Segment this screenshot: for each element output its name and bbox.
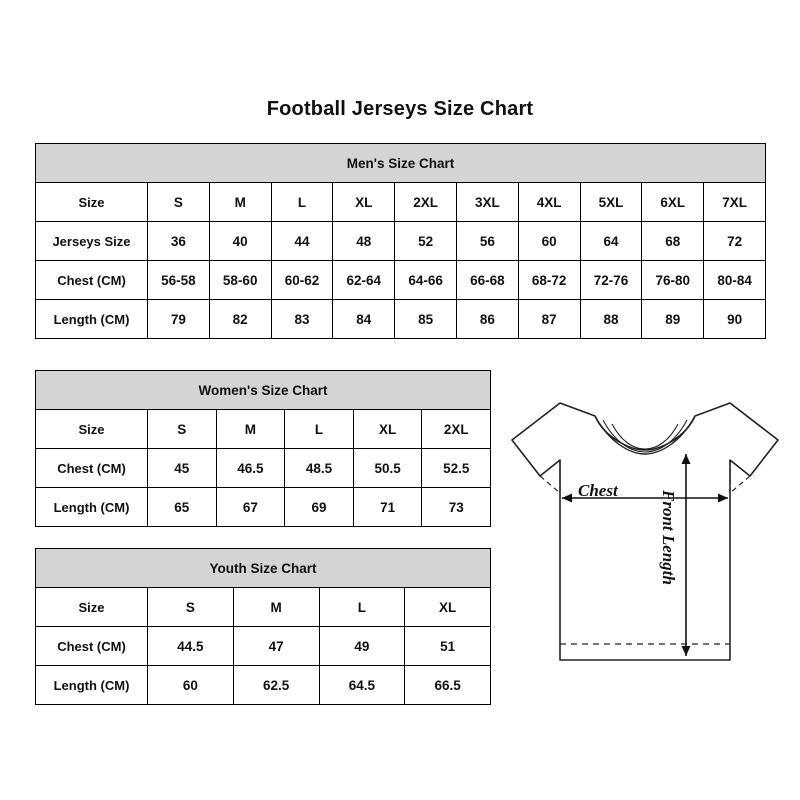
jersey-diagram: [500, 398, 790, 698]
cell: 56-58: [148, 261, 210, 300]
cell: 40: [209, 222, 271, 261]
cell: 84: [333, 300, 395, 339]
table-row: [36, 410, 491, 449]
cell: 46.5: [216, 449, 285, 488]
cell: 80-84: [704, 261, 766, 300]
cell: 48.5: [285, 449, 354, 488]
row-label: Size: [36, 588, 148, 627]
cell: L: [285, 410, 354, 449]
cell: 52.5: [422, 449, 491, 488]
cell: 60: [148, 666, 234, 705]
table-row: [36, 627, 491, 666]
mens-table-caption: Men's Size Chart: [36, 144, 766, 183]
cell: 64-66: [395, 261, 457, 300]
table-row: [36, 666, 491, 705]
cell: L: [319, 588, 405, 627]
row-label: Jerseys Size: [36, 222, 148, 261]
cell: 6XL: [642, 183, 704, 222]
table-row: [36, 488, 491, 527]
cell: 62-64: [333, 261, 395, 300]
row-label: Chest (CM): [36, 449, 148, 488]
cell: 64: [580, 222, 642, 261]
cell: 48: [333, 222, 395, 261]
cell: 64.5: [319, 666, 405, 705]
front-length-measure-label: Front Length: [659, 490, 678, 585]
cell: S: [148, 410, 217, 449]
cell: 72: [704, 222, 766, 261]
cell: XL: [405, 588, 491, 627]
cell: 60-62: [271, 261, 333, 300]
row-label: Length (CM): [36, 666, 148, 705]
cell: 76-80: [642, 261, 704, 300]
row-label: Size: [36, 183, 148, 222]
cell: M: [209, 183, 271, 222]
cell: 50.5: [353, 449, 422, 488]
table-caption-row: [36, 549, 491, 588]
cell: 36: [148, 222, 210, 261]
cell: 5XL: [580, 183, 642, 222]
cell: 87: [518, 300, 580, 339]
cell: 2XL: [422, 410, 491, 449]
cell: S: [148, 588, 234, 627]
cell: XL: [333, 183, 395, 222]
cell: L: [271, 183, 333, 222]
row-label: Chest (CM): [36, 261, 148, 300]
youth-size-table: [35, 548, 491, 705]
cell: M: [216, 410, 285, 449]
womens-table-caption: Women's Size Chart: [36, 371, 491, 410]
table-caption-row: [36, 371, 491, 410]
row-label: Length (CM): [36, 300, 148, 339]
row-label: Length (CM): [36, 488, 148, 527]
table-row: [36, 261, 766, 300]
page-title: Football Jerseys Size Chart: [266, 98, 534, 120]
cell: 44: [271, 222, 333, 261]
mens-size-table: [35, 143, 766, 339]
cell: 49: [319, 627, 405, 666]
cell: 72-76: [580, 261, 642, 300]
cell: 73: [422, 488, 491, 527]
cell: 86: [456, 300, 518, 339]
cell: 68: [642, 222, 704, 261]
cell: 62.5: [233, 666, 319, 705]
table-row: [36, 300, 766, 339]
cell: S: [148, 183, 210, 222]
chest-measure-label: Chest: [578, 481, 618, 500]
cell: M: [233, 588, 319, 627]
table-row: [36, 183, 766, 222]
cell: 68-72: [518, 261, 580, 300]
row-label: Chest (CM): [36, 627, 148, 666]
cell: 2XL: [395, 183, 457, 222]
cell: XL: [353, 410, 422, 449]
cell: 71: [353, 488, 422, 527]
cell: 79: [148, 300, 210, 339]
cell: 56: [456, 222, 518, 261]
jersey-outline-icon: [500, 398, 790, 698]
cell: 45: [148, 449, 217, 488]
cell: 88: [580, 300, 642, 339]
cell: 44.5: [148, 627, 234, 666]
womens-size-table: [35, 370, 491, 527]
cell: 85: [395, 300, 457, 339]
cell: 83: [271, 300, 333, 339]
table-row: [36, 588, 491, 627]
cell: 89: [642, 300, 704, 339]
cell: 65: [148, 488, 217, 527]
cell: 52: [395, 222, 457, 261]
cell: 51: [405, 627, 491, 666]
cell: 69: [285, 488, 354, 527]
cell: 82: [209, 300, 271, 339]
cell: 3XL: [456, 183, 518, 222]
row-label: Size: [36, 410, 148, 449]
cell: 90: [704, 300, 766, 339]
cell: 58-60: [209, 261, 271, 300]
table-caption-row: [36, 144, 766, 183]
cell: 67: [216, 488, 285, 527]
cell: 66-68: [456, 261, 518, 300]
cell: 66.5: [405, 666, 491, 705]
cell: 7XL: [704, 183, 766, 222]
cell: 47: [233, 627, 319, 666]
cell: 60: [518, 222, 580, 261]
table-row: [36, 222, 766, 261]
youth-table-caption: Youth Size Chart: [36, 549, 491, 588]
cell: 4XL: [518, 183, 580, 222]
table-row: [36, 449, 491, 488]
